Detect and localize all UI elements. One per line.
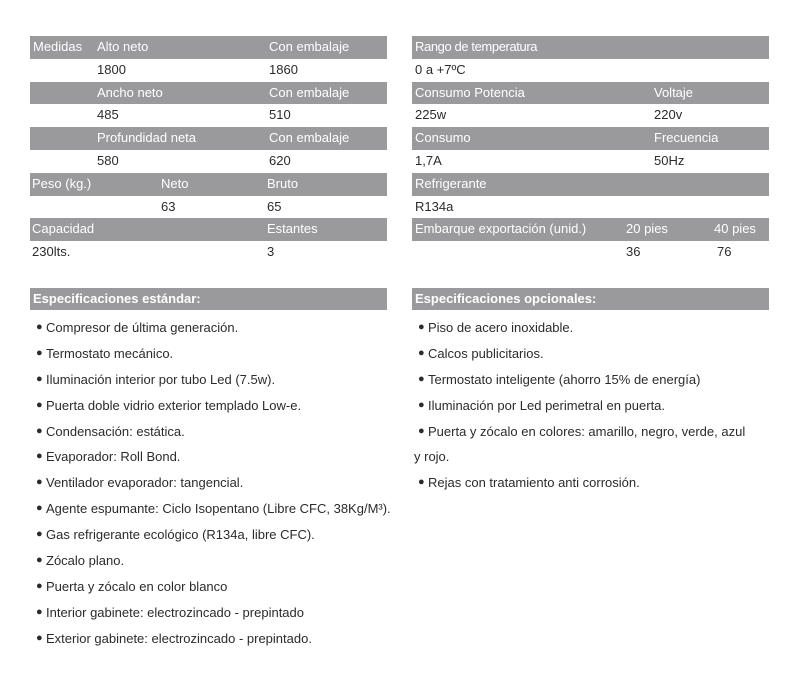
bruto-value: 65 [267, 198, 282, 214]
list-item: ● Ventilador evaporador: tangencial. [30, 470, 387, 496]
bullet-icon: ● [36, 424, 43, 437]
bullet-icon: ● [418, 424, 425, 437]
bullet-icon: ● [36, 579, 43, 592]
table-row [30, 196, 387, 219]
bullet-icon: ● [36, 398, 43, 411]
capacidad-value: 230lts. [32, 244, 71, 260]
profundidad-emb-value: 620 [269, 152, 291, 168]
table-row [30, 173, 387, 196]
potencia-label: Consumo Potencia [415, 84, 525, 100]
list-item: ● Evaporador: Roll Bond. [30, 444, 387, 470]
table-row [412, 59, 769, 82]
embarque-label: Embarque exportación (unid.) [415, 221, 587, 237]
table-row [412, 150, 769, 173]
profundidad-emb-label: Con embalaje [269, 130, 350, 146]
table-row [412, 173, 769, 196]
bullet-icon: ● [36, 631, 43, 644]
dimensions-table [30, 36, 387, 264]
list-item: ● Condensación: estática. [30, 419, 387, 445]
list-item: ● Interior gabinete: electrozincado - prepintado [30, 600, 387, 626]
bullet-icon: ● [418, 346, 425, 359]
standard-specs-title: Especificaciones estándar: [30, 288, 387, 310]
neto-label: Neto [161, 175, 189, 191]
list-item: ● Compresor de última generación. [30, 315, 387, 341]
bullet-icon: ● [36, 528, 43, 541]
voltaje-value: 220v [654, 107, 683, 123]
table-row [30, 127, 387, 150]
table-row [30, 59, 387, 82]
bullet-icon: ● [36, 476, 43, 489]
list-item: ● Termostato inteligente (ahorro 15% de energía) [412, 367, 769, 393]
consumo-value: 1,7A [415, 152, 442, 168]
list-item: ● Agente espumante: Ciclo Isopentano (Libre CFC, 38Kg/M³). [30, 496, 387, 522]
bullet-icon: ● [36, 321, 43, 333]
capacidad-label: Capacidad [32, 221, 95, 237]
bullet-icon: ● [36, 346, 43, 359]
list-item: ● Exterior gabinete: electrozincado - prepintado. [30, 626, 387, 652]
list-item: ● Piso de acero inoxidable. [412, 315, 769, 341]
table-row [30, 241, 387, 264]
list-item: ● Iluminación por Led perimetral en puerta. [412, 393, 769, 419]
peso-label: Peso (kg.) [32, 175, 92, 191]
optional-specs-title: Especificaciones opcionales: [412, 288, 769, 310]
table-row [412, 241, 769, 264]
consumo-label: Consumo [415, 130, 471, 146]
pies20-label: 20 pies [626, 221, 668, 237]
list-item: ● Puerta y zócalo en colores: amarillo, negro, verde, azul [412, 419, 769, 445]
bullet-icon: ● [36, 372, 43, 385]
rango-label: Rango de temperatura [415, 39, 538, 54]
neto-value: 63 [161, 198, 176, 214]
potencia-value: 225w [415, 107, 447, 123]
table-row [412, 127, 769, 150]
alto-label: Alto neto [97, 39, 149, 54]
list-item: ● Iluminación interior por tubo Led (7.5w). [30, 367, 387, 393]
list-item: ● Rejas con tratamiento anti corrosión. [412, 470, 769, 496]
frecuencia-value: 50Hz [654, 152, 685, 168]
list-item: ● Puerta y zócalo en color blanco [30, 574, 387, 600]
profundidad-value: 580 [97, 152, 119, 168]
refrigerante-value: R134a [415, 198, 454, 214]
medidas-label: Medidas [33, 39, 83, 54]
estantes-value: 3 [267, 244, 275, 260]
frecuencia-label: Frecuencia [654, 130, 719, 146]
list-item: ● Gas refrigerante ecológico (R134a, libre CFC). [30, 522, 387, 548]
bullet-icon: ● [36, 605, 43, 618]
table-row [30, 218, 387, 241]
voltaje-label: Voltaje [654, 84, 694, 100]
table-row [412, 36, 769, 59]
optional-specs-list [412, 315, 769, 496]
bullet-icon: ● [418, 321, 425, 333]
list-item: ● Puerta doble vidrio exterior templado Low-e. [30, 393, 387, 419]
rango-value: 0 a +7ºC [415, 61, 466, 77]
table-row [30, 104, 387, 127]
bullet-icon: ● [36, 554, 43, 567]
table-row [412, 82, 769, 105]
table-row [30, 82, 387, 105]
ancho-emb-value: 510 [269, 107, 291, 123]
ancho-label: Ancho neto [97, 84, 163, 100]
list-item-continuation: y rojo. [414, 449, 450, 465]
bruto-label: Bruto [267, 175, 299, 191]
list-item: ● Zócalo plano. [30, 548, 387, 574]
ancho-emb-label: Con embalaje [269, 84, 350, 100]
technical-table [412, 36, 769, 264]
table-row [412, 218, 769, 241]
refrigerante-label: Refrigerante [415, 175, 487, 191]
ancho-value: 485 [97, 107, 119, 123]
standard-specs-list [30, 315, 391, 652]
table-row [412, 104, 769, 127]
pies40-value: 76 [717, 244, 732, 260]
profundidad-label: Profundidad neta [97, 130, 197, 146]
alto-emb-label: Con embalaje [269, 39, 350, 54]
table-row [412, 196, 769, 219]
bullet-icon: ● [36, 502, 43, 515]
bullet-icon: ● [36, 450, 43, 463]
pies40-label: 40 pies [714, 221, 756, 237]
table-row [30, 150, 387, 173]
bullet-icon: ● [418, 476, 425, 489]
list-item: ● Termostato mecánico. [30, 341, 387, 367]
bullet-icon: ● [418, 372, 425, 385]
table-row [30, 36, 387, 59]
bullet-icon: ● [418, 398, 425, 411]
pies20-value: 36 [626, 244, 641, 260]
alto-value: 1800 [97, 61, 126, 77]
list-item: ● Calcos publicitarios. [412, 341, 769, 367]
alto-emb-value: 1860 [269, 61, 298, 77]
estantes-label: Estantes [267, 221, 318, 237]
